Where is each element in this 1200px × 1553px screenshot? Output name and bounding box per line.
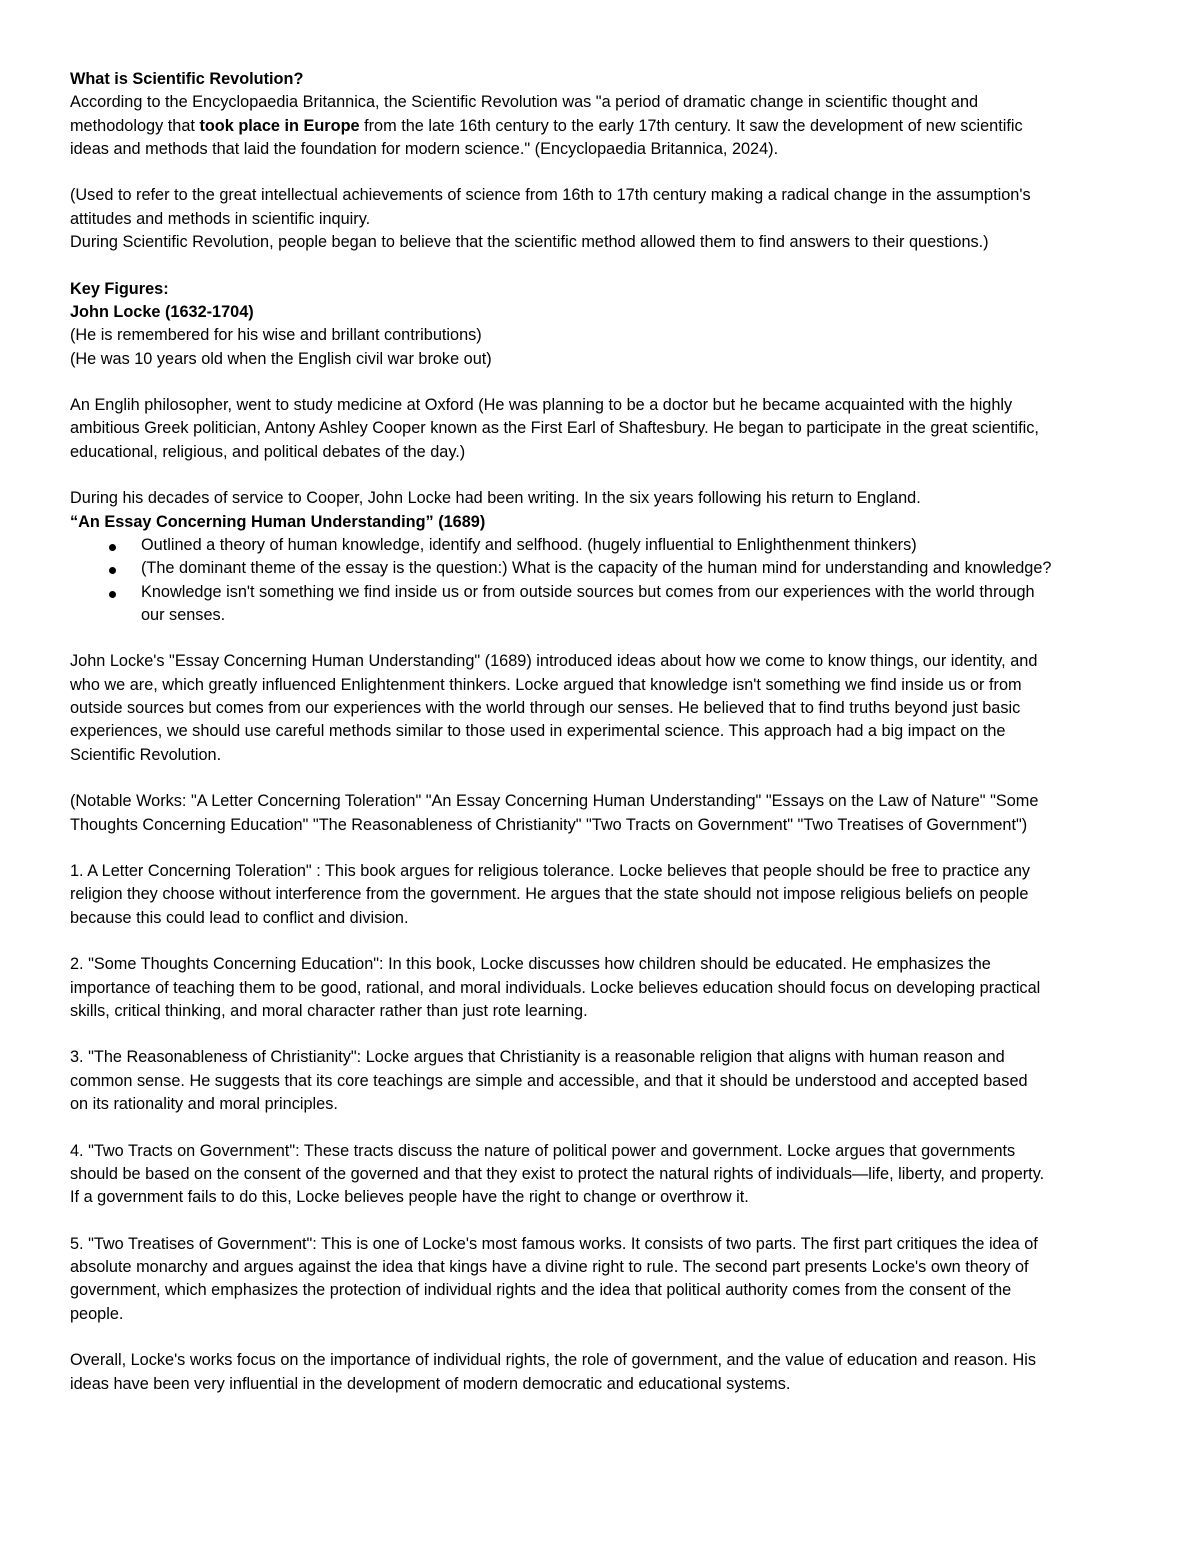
- text-span: from the late 16th century to the early 17th century. It saw the development of new scientific: [359, 116, 1023, 135]
- text-line: outside sources but comes from our experiences with the world through our senses. He believed that to find truths beyond just basic: [70, 699, 1021, 718]
- text-line: ideas have been very influential in the development of modern democratic and educational systems.: [70, 1374, 791, 1393]
- text-line: absolute monarchy and argues against the idea that kings have a divine right to rule. The second part presents Locke's own theory of: [70, 1258, 1029, 1277]
- text-line: importance of teaching them to be good, rational, and moral individuals. Locke believes education should focus on developing practical: [70, 978, 1041, 997]
- text-line: skills, critical thinking, and moral character rather than just rote learning.: [70, 1001, 588, 1020]
- used-note-paragraph: [70, 184, 1140, 254]
- intro-paragraph: [70, 91, 1140, 161]
- work-paragraph: [70, 1233, 1140, 1326]
- text-line: [70, 115, 1140, 138]
- notable-works-paragraph: [70, 790, 1140, 837]
- text-line: 3. "The Reasonableness of Christianity": Locke argues that Christianity is a reasonable religion that aligns with human reason and: [70, 1048, 1005, 1067]
- work-paragraph: [70, 860, 1140, 930]
- bullet-icon: [109, 544, 116, 551]
- text-line: John Locke's "Essay Concerning Human Understanding" (1689) introduced ideas about how we come to know things, our identity, and: [70, 652, 1038, 671]
- paragraph-gap: [70, 371, 1140, 394]
- text-line: people.: [70, 1304, 124, 1323]
- bullet-text: Knowledge isn't something we find inside us or from outside sources but comes from our experiences with the world through: [141, 582, 1035, 601]
- text-line: should be based on the consent of the governed and that they exist to protect the natural rights of individuals—life, liberty, and property.: [70, 1164, 1045, 1183]
- key-figures-heading: Key Figures:: [70, 279, 169, 298]
- text-line: attitudes and methods in scientific inquiry.: [70, 209, 371, 228]
- text-line: common sense. He suggests that its core teachings are simple and accessible, and that it should be understood and accepted based: [70, 1071, 1028, 1090]
- locke-note: (He was 10 years old when the English civil war broke out): [70, 349, 492, 368]
- paragraph-gap: [70, 627, 1140, 650]
- text-line: ideas and methods that laid the foundation for modern science." (Encyclopaedia Britannica, 2024).: [70, 139, 779, 158]
- paragraph-gap: [70, 837, 1140, 860]
- list-item: [70, 581, 1140, 628]
- text-span: methodology that: [70, 116, 200, 135]
- section-heading: What is Scientific Revolution?: [70, 70, 304, 88]
- text-line: If a government fails to do this, Locke believes people have the right to change or overthrow it.: [70, 1188, 749, 1207]
- text-line: Thoughts Concerning Education" "The Reasonableness of Christianity" "Two Tracts on Government" "Two Treatises of Government"): [70, 815, 1028, 834]
- text-line: 4. "Two Tracts on Government": These tracts discuss the nature of political power and government. Locke argues that governments: [70, 1141, 1016, 1160]
- bullet-text: (The dominant theme of the essay is the question:) What is the capacity of the human mind for understanding and knowledge?: [141, 559, 1052, 578]
- bullet-text: our senses.: [141, 605, 226, 624]
- service-line: During his decades of service to Cooper, John Locke had been writing. In the six years following his return to England.: [70, 489, 921, 508]
- paragraph-gap: [70, 930, 1140, 953]
- overall-paragraph: [70, 1349, 1140, 1396]
- essay-bullet-list: [70, 534, 1140, 627]
- bold-emphasis: took place in Europe: [199, 116, 360, 135]
- text-line: government, which emphasizes the protection of individual rights and the idea that political authority comes from the consent of the: [70, 1281, 1012, 1300]
- paragraph-gap: [70, 161, 1140, 184]
- paragraph-gap: [70, 464, 1140, 487]
- locke-note: (He is remembered for his wise and brillant contributions): [70, 326, 482, 345]
- text-line: (Used to refer to the great intellectual achievements of science from 16th to 17th century making a radical change in the assumption's: [70, 186, 1031, 205]
- summary-paragraph: [70, 650, 1140, 766]
- text-line: because this could lead to conflict and division.: [70, 908, 409, 927]
- list-item: [70, 534, 1140, 557]
- text-line: 1. A Letter Concerning Toleration" : This book argues for religious tolerance. Locke believes that people should be free to practice any: [70, 862, 1031, 881]
- work-paragraph: [70, 953, 1140, 1023]
- paragraph-gap: [70, 254, 1140, 277]
- work-paragraph: [70, 1046, 1140, 1116]
- bullet-icon: [109, 567, 116, 574]
- text-line: An Englih philosopher, went to study medicine at Oxford (He was planning to be a doctor but he became acquainted with the highly: [70, 396, 1013, 415]
- text-line: During Scientific Revolution, people began to believe that the scientific method allowed them to find answers to their questions.): [70, 233, 989, 252]
- text-line: (Notable Works: "A Letter Concerning Toleration" "An Essay Concerning Human Understanding" "Essays on the Law of Nature" "Some: [70, 792, 1039, 811]
- text-line: 2. "Some Thoughts Concerning Education": In this book, Locke discusses how children should be educated. He emphasizes the: [70, 955, 991, 974]
- text-line: 5. "Two Treatises of Government": This is one of Locke's most famous works. It consists of two parts. The first part critiques the idea of: [70, 1234, 1038, 1253]
- list-item: [70, 557, 1140, 580]
- paragraph-gap: [70, 1116, 1140, 1139]
- text-line: Overall, Locke's works focus on the importance of individual rights, the role of government, and the value of education and reason. His: [70, 1351, 1037, 1370]
- paragraph-gap: [70, 767, 1140, 790]
- document-page: [70, 68, 1140, 1396]
- text-line: Scientific Revolution.: [70, 745, 222, 764]
- work-paragraph: [70, 1140, 1140, 1210]
- bullet-text: Outlined a theory of human knowledge, identify and selfhood. (hugely influential to Enlighthenment thinkers): [141, 535, 917, 554]
- bullet-icon: [109, 591, 116, 598]
- text-line: According to the Encyclopaedia Britannica, the Scientific Revolution was "a period of dramatic change in scientific thought and: [70, 93, 979, 112]
- text-line: experiences, we should use careful methods similar to those used in experimental science. This approach had a big impact on the: [70, 722, 1006, 741]
- text-line: educational, religious, and political debates of the day.): [70, 442, 466, 461]
- paragraph-gap: [70, 1326, 1140, 1349]
- essay-heading: “An Essay Concerning Human Understanding” (1689): [70, 512, 486, 531]
- paragraph-gap: [70, 1023, 1140, 1046]
- text-line: on its rationality and moral principles.: [70, 1095, 338, 1114]
- text-line: ambitious Greek politician, Antony Ashley Cooper known as the First Earl of Shaftesbury. He began to participate in the great scientific,: [70, 419, 1039, 438]
- philosopher-paragraph: [70, 394, 1140, 464]
- paragraph-gap: [70, 1210, 1140, 1233]
- text-line: who we are, which greatly influenced Enlightenment thinkers. Locke argued that knowledge isn't something we find inside us or from: [70, 675, 1022, 694]
- locke-heading: John Locke (1632-1704): [70, 302, 254, 321]
- text-line: religion they choose without interference from the government. He argues that the state should not impose religious beliefs on people: [70, 885, 1029, 904]
